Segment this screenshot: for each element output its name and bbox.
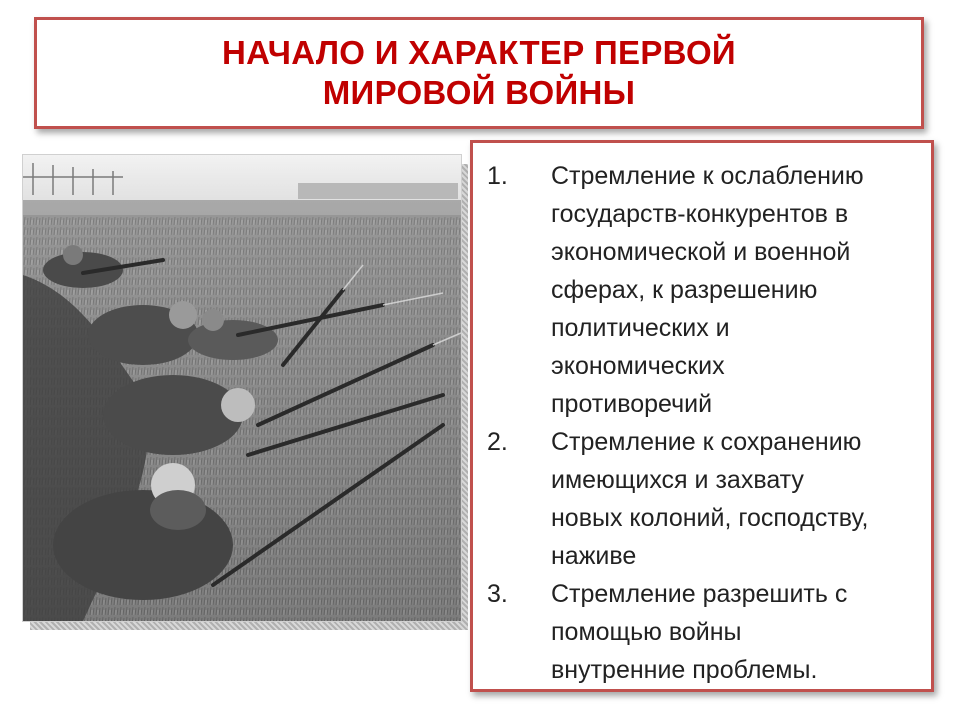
list-item-number: 3.: [487, 580, 508, 608]
list-item-text: [551, 157, 923, 423]
list-item-line: государств-конкурентов в: [551, 200, 849, 228]
list-item: [487, 423, 923, 575]
list-item-line: имеющихся и захвату: [551, 466, 804, 494]
photo-frame: [22, 154, 468, 630]
list-item-number: 1.: [487, 162, 508, 190]
list-item-line: помощью войны: [551, 618, 742, 646]
soldiers-photo: [22, 154, 462, 622]
causes-list: [470, 140, 934, 692]
list-item-number: 2.: [487, 428, 508, 456]
list-item-line: экономической и военной: [551, 238, 851, 266]
list-item: [487, 157, 923, 423]
list-item-line: противоречий: [551, 390, 713, 418]
list-item: [487, 575, 923, 689]
slide-title-line-1: НАЧАЛО И ХАРАКТЕР ПЕРВОЙ: [222, 34, 736, 71]
list-item-line: Стремление разрешить с: [551, 580, 848, 608]
list-item-line: экономических: [551, 352, 725, 380]
soldiers-photo-illustration: [23, 155, 461, 621]
list-item-line: Стремление к ослаблению: [551, 162, 864, 190]
list-item-line: политических и: [551, 314, 730, 342]
list-item-text: [551, 423, 923, 575]
list-item-line: новых колоний, господству,: [551, 504, 869, 532]
list-item-text: [551, 575, 923, 689]
slide-title-line-2: МИРОВОЙ ВОЙНЫ: [322, 74, 636, 111]
distant-building: [298, 183, 458, 199]
list-item-line: сферах, к разрешению: [551, 276, 818, 304]
title-box: [34, 17, 924, 129]
list-item-line: наживе: [551, 542, 637, 570]
list-item-line: внутренние проблемы.: [551, 656, 818, 684]
list-item-line: Стремление к сохранению: [551, 428, 862, 456]
